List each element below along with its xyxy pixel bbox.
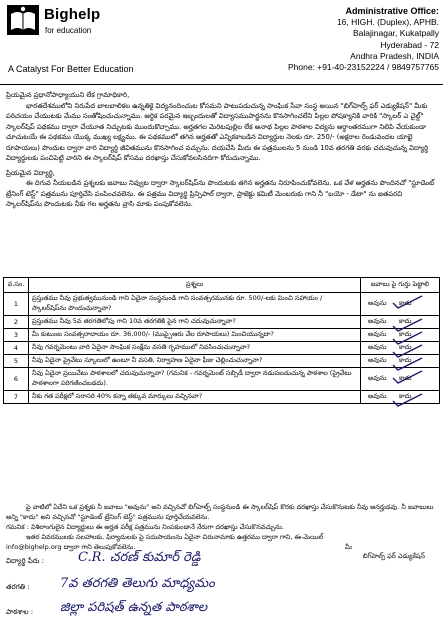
answer-yes-option[interactable]: అవును [368, 330, 387, 338]
question-number: 7 [4, 391, 29, 404]
signoff: మీ [345, 543, 352, 551]
letter-paragraph: భారతదేశములోని నిరుపేద బాలబాలికల ఉన్నతికై విద్యనందించుట కోసమని పాటుపడుచున్న సాంఘిక సేవా సంస్థ అయిన "బిగ్‌హెల్ప్ ఫర్ ఎడ్యుకేషన్" మీకు పరిచయం చేయుటకు మేము సంతోషించుచున్నాము. ఆర్థిక పరమైన ఇబ్బందులతో విద్యాసముపార్జనను కొనసాగించలేని పిల్లల పోషక్యానికి వారికి "స్కాలర్ ఎ చైల్డ్" స్కాలర్‌షిప్ పథకము ద్వారా చేయూత నిచ్చుటకు ముందుకొచ్చాము. అర్హతగల మెరిటపుల్లిల లేక అనాథ పిల్లల పాఠశాల విద్యను అర్ధాంతరముగా నిలిపి వేయకుండా చూచుటయే ఈ పథకము యొక్క ముఖ్య లక్ష్యము. ఈ పథకములో తగిన అర్హతతో ఎన్నికకాబడిన విద్యార్థుల నెలకు రూ. 250/- (అక్షరాల రెండువందల యాభై రూపాయలు) పొందుట ద్వారా వారి విద్యార్థి జీవితమును కొనసాగించ వచ్చును. దయచేసి మీరు ఈ పత్రములను 5 నుండి 10వ తరగతి వరకు చదువుచున్న విద్యార్థి విద్యార్థులకు పంచిపెట్టి వారిని ఈ స్కాలర్‌షిప్ కోసము దరఖాస్తు చేసుకోవలసినదిగా కోరుచున్నాము. [6, 101, 429, 162]
address-block [239, 6, 439, 73]
question-text: నీకు గత పరీక్షలో సరాసరి 40% కన్నా తక్కువ మార్కులు వచ్చినవా? [29, 391, 361, 404]
question-number: 3 [4, 329, 29, 342]
question-text: నీవు ఏదైనా ప్రైవేటు స్కూలులో ఉంటూ నీ వసతి, నిర్వాహణ ఏదైనా ఫీజు చెల్లించుచున్నావా? [29, 355, 361, 368]
question-number: 1 [4, 293, 29, 316]
footer-note: గమనిక : విశిలాంగులైన విద్యార్థులు ఈ అర్హత పరీక్ష పత్రమును నింపకుండానే నేరుగా దరఖాస్తు చేసుకొనవచ్చును. [6, 523, 284, 531]
salutation-student: ప్రియమైన విద్యార్థి, [6, 168, 55, 177]
brand-subtitle: for education [45, 26, 92, 35]
answer-cell[interactable] [361, 342, 440, 355]
col-number-header: వ.సం. [4, 278, 29, 293]
footer-note: పై వాటిలో ఏదేని ఒక ప్రశ్నకు నీ జవాబు "అవును" అని వచ్చినచో బిగ్‌హెల్ప్ సంస్థనుండి ఈ స్కాలర్‌షిప్ కొరకు దరఖాస్తు చేసుకొనుటకు నీవు అనర్హుడవు. నీ జవాబులు అన్ని "కాదు" అని వచ్చినచో "స్టూడెంట్ ట్రేనింగ్ టెస్ట్" పత్రమును పూర్తిచేయవలెను. [6, 503, 434, 521]
table-row [4, 293, 440, 316]
answer-no-option[interactable]: కాదు [399, 374, 412, 382]
answer-yes-option[interactable]: అవును [368, 317, 387, 325]
footer-note: ఇతర వివరములకు సలహాలకు, ఫిర్యాదులకు పై సదుపాయంను ఏదైనా చిరునామాకు ఉత్తరము ద్వారా గాని, ఈ-మెయిల్ [26, 533, 324, 541]
answer-yes-option[interactable]: అవును [368, 356, 387, 364]
signoff-block [305, 543, 425, 561]
answer-no-option[interactable]: కాదు [399, 317, 412, 325]
answer-cell[interactable] [361, 391, 440, 404]
col-question-header: ప్రశ్నలు [29, 278, 361, 293]
address-line: 16, HIGH. (Duplex), APHB. [336, 17, 439, 28]
answer-yes-option[interactable]: అవును [368, 343, 387, 351]
class-label: తరగతి : [6, 583, 30, 591]
question-number: 6 [4, 368, 29, 391]
answer-yes-option[interactable]: అవును [368, 299, 387, 307]
check-mark-icon [391, 369, 425, 385]
check-mark-icon [391, 392, 425, 408]
letter-body [6, 90, 439, 210]
question-number: 4 [4, 342, 29, 355]
class-value[interactable]: 7వ తరగతి తెలుగు మాధ్యమం [60, 576, 215, 591]
letter-paragraph: ఈ దిగువ నీయబడిన ప్రశ్నలకు జవాబు నివ్వుట ద్వారా స్కాలర్‌షిప్‌ను పొందుటకు తగిన అర్హతను నిరూపించుకోవలెను. ఒక వేళ అర్హతను పొందినచో "స్టూడెంట్ ట్రేనింగ్ టెస్ట్" పత్రమును పూర్తిచేసి పంపించవలెను. ఈ పత్రము విద్యార్థి ప్రిన్సిపాల్ ద్వారా, ప్రాజెక్టు కమిటీ మెంబరుకు గాని నీ "బయో - డేటా" ను జతపరచి స్కాలర్‌షిప్‌ను పొందుటకు నీకు గల అర్హతను వ్రాసి మాకు పంపుకోవలెను. [6, 179, 435, 208]
answer-no-option[interactable]: కాదు [399, 343, 412, 351]
brand-name: Bighelp [44, 6, 101, 23]
answer-no-option[interactable]: కాదు [399, 392, 412, 400]
table-row [4, 368, 440, 391]
question-number: 5 [4, 355, 29, 368]
email-line: info@bighelp.org ద్వారా గాని తెలుపుకోవలెను. [6, 543, 136, 551]
table-row [4, 391, 440, 404]
address-line: Hyderabad - 72 [380, 39, 439, 50]
table-row [4, 329, 440, 342]
eligibility-table [3, 277, 440, 404]
table-header-row [4, 278, 440, 293]
phone-line: Phone: +91-40-23152224 / 9849757765 [287, 62, 439, 73]
letterhead [0, 0, 443, 88]
address-line: Andhra Pradesh, INDIA [350, 50, 439, 61]
address-title: Administrative Office: [345, 6, 439, 16]
question-text: నీవు గవర్నమెంటు వారి ఏదైనా సాంఘిక సంక్షేమ వసతి గృహములో నివసించుచున్నావా? [29, 342, 361, 355]
col-answer-header: జవాబు పై గుర్తు పెట్టాలి [361, 278, 440, 293]
question-text: మీ కుటుంబ సంవత్సరాదాయం రూ. 36,000/- (ముప్పైఆరు వేల రూపాయలు) మించియున్నదా? [29, 329, 361, 342]
header-divider [0, 84, 443, 85]
question-text: ప్రస్తుతము నీవు 5వ తరగతిలోపు గాని 10వ తరగతికి పైన గాని చదువుచున్నావా? [29, 316, 361, 329]
answer-yes-option[interactable]: అవును [368, 374, 387, 382]
table-row [4, 316, 440, 329]
answer-no-option[interactable]: కాదు [399, 356, 412, 364]
school-label: పాఠశాల : [6, 608, 34, 616]
address-line: Balajinagar, Kukatpally [352, 28, 439, 39]
check-mark-icon [391, 294, 425, 310]
table-row [4, 342, 440, 355]
answer-cell[interactable] [361, 368, 440, 391]
tagline: A Catalyst For Better Education [8, 64, 134, 74]
answer-no-option[interactable]: కాదు [399, 299, 412, 307]
answer-cell[interactable] [361, 355, 440, 368]
student-name-value[interactable]: C.R. చరణ్ కుమార్ రెడ్డి [78, 550, 201, 565]
school-value[interactable]: జిల్లా పరిషత్ ఉన్నత పాఠశాల [60, 600, 208, 615]
signoff-org: బిగ్‌హెల్ప్ ఫర్ ఎడ్యుకేషన్ [362, 552, 425, 560]
answer-cell[interactable] [361, 316, 440, 329]
table-row [4, 355, 440, 368]
question-text: నీవు ఏదైనా ప్రయివేటు పాఠశాలలో చదువుచున్నావా? (గమనిక - గవర్నమెంట్ సబ్సిడీ ద్వారా నడుపబడుచున్న పాఠశాల (ప్రైవేటు పాఠశాలగా పరిగణించబడదు). [29, 368, 361, 391]
answer-cell[interactable] [361, 329, 440, 342]
salutation-principal: ప్రియమైన ప్రధానోపాధ్యాయుని లేక గ్రామాధికారి, [6, 91, 130, 99]
answer-yes-option[interactable]: అవును [368, 392, 387, 400]
question-text: ప్రస్తుతము నీవు ప్రభుత్వమునుండి గాని ఏదైనా సంస్థనుండి గాని సంవత్సరమునకు రూ. 500/-లకు మించి సహాయం / స్కాలర్‌షిప్‌ను పొందుచున్నావా? [29, 293, 361, 316]
book-logo-icon [6, 4, 40, 36]
answer-no-option[interactable]: కాదు [399, 330, 412, 338]
question-number: 2 [4, 316, 29, 329]
student-name-label: విద్యార్థి పేరు : [6, 557, 44, 565]
answer-cell[interactable] [361, 293, 440, 316]
